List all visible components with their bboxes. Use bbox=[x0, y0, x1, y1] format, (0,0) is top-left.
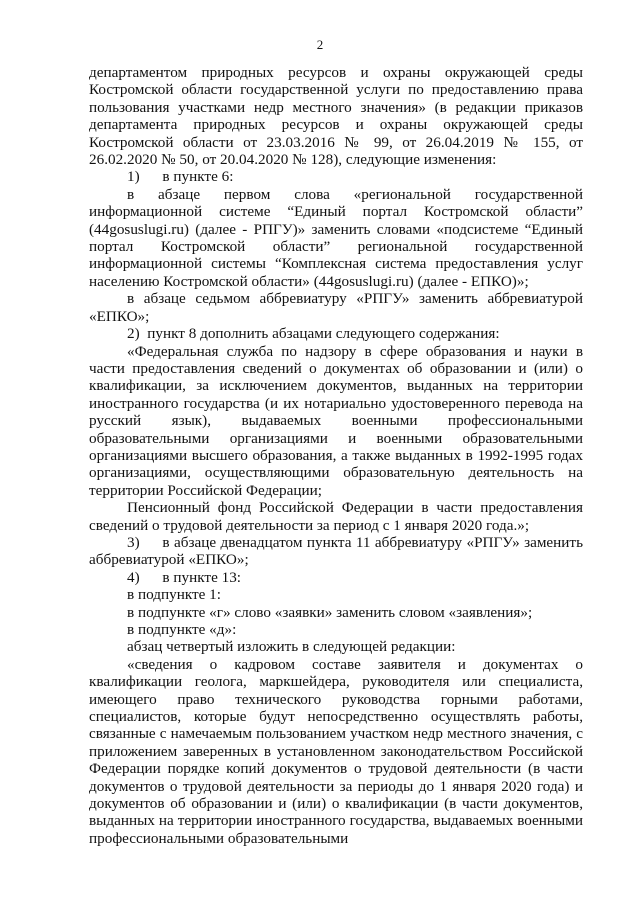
paragraph: в абзаце первом слова «региональной государственной информационной системе “Единый портал Костромской области” (44gosuslugi.ru) (далее - РПГУ)» заменить словами «подсистеме “Единый портал Костромской области” региональной государственной информационной системы “Комплексная система предоставления услуг населению Костромской области» (44gosuslugi.ru) (далее - ЕПКО)»; bbox=[89, 185, 583, 290]
page-number: 2 bbox=[316, 37, 324, 52]
paragraph: в абзаце седьмом аббревиатуру «РПГУ» заменить аббревиатурой «ЕПКО»; bbox=[89, 290, 583, 325]
paragraph: в подпункте «г» слово «заявки» заменить словом «заявления»; bbox=[127, 603, 533, 621]
paragraph: «сведения о кадровом составе заявителя и документах о квалификации геолога, маркшейдера, руководителя или специалиста, имеющего право технического руководства горными работами, специалистов, которые будут непосредственно осуществлять работы, связанные с намечаемым пользованием участком недр местного значения, с приложением заверенных в установленном законодательством Российской Федерации порядке копий документов о трудовой деятельности (в части документов о трудовой деятельности за периоды до 1 января 2020 года) и документов об образовании и (или) о квалификации (в части документов, выданных на территории иностранного государства, выдаваемых военными профессиональными образовательными bbox=[89, 655, 583, 847]
paragraph: 2) пункт 8 дополнить абзацами следующего содержания: bbox=[127, 325, 500, 343]
paragraph: 4) в пункте 13: bbox=[127, 568, 242, 586]
paragraph: 1) в пункте 6: bbox=[127, 168, 234, 186]
paragraph: абзац четвертый изложить в следующей редакции: bbox=[127, 638, 456, 656]
paragraph: 3) в абзаце двенадцатом пункта 11 аббревиатуру «РПГУ» заменить аббревиатурой «ЕПКО»; bbox=[89, 533, 583, 569]
paragraph: в подпункте 1: bbox=[127, 586, 221, 604]
document-body bbox=[89, 64, 583, 847]
paragraph: «Федеральная служба по надзору в сфере образования и науки в части предоставления сведений о документах об образовании и (или) о квалификации, за исключением документов, выданных на территории иностранного государства (и их нотариально удостоверенного перевода на русский язык), выдаваемых военными профессиональными образовательными организациями и военными образовательными организациями высшего образования, а также выданных в 1992-1995 годах организациями, осуществляющими образовательную деятельность на территории Российской Федерации; bbox=[89, 342, 583, 499]
paragraph: Пенсионный фонд Российской Федерации в части предоставления сведений о трудовой деятельности за период с 1 января 2020 года.»; bbox=[89, 499, 583, 534]
paragraph: департаментом природных ресурсов и охраны окружающей среды Костромской области государственной услуги по предоставлению права пользования участками недр местного значения» (в редакции приказов департамента природных ресурсов и охраны окружающей среды Костромской области от 23.03.2016 № 99, от 26.04.2019 № 155, от 26.02.2020 № 50, от 20.04.2020 № 128), следующие изменения: bbox=[89, 64, 583, 169]
paragraph: в подпункте «д»: bbox=[127, 621, 237, 638]
